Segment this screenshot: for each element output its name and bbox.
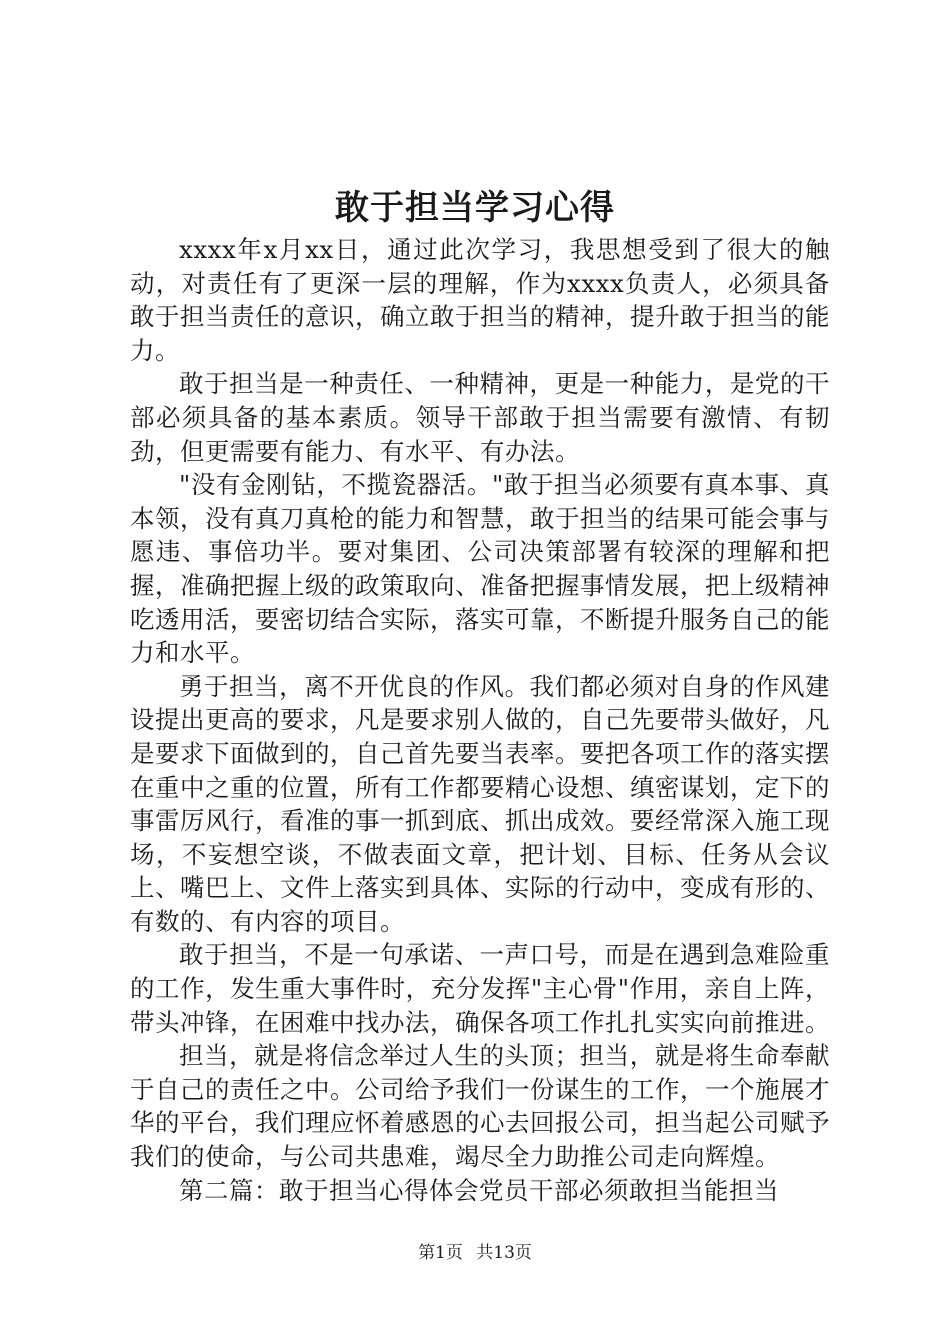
paragraph-5: 敢于担当，不是一句承诺、一声口号，而是在遇到急难险重的工作，发生重大事件时，充分发挥"主心骨"作用，亲自上阵，带头冲锋，在困难中找办法，确保各项工作扎扎实实向前推进。 <box>130 940 830 1037</box>
document-body <box>130 233 830 1207</box>
document-title: 敢于担当学习心得 <box>335 188 615 228</box>
paragraph-3: "没有金刚钻，不揽瓷器活。"敢于担当必须要有真本事、真本领，没有真刀真枪的能力和智慧，敢于担当的结果可能会事与愿违、事倍功半。要对集团、公司决策部署有较深的理解和把握，准确把握上级的政策取向、准备把握事情发展，把上级精神吃透用活，要密切结合实际，落实可靠，不断提升服务自己的能力和水平。 <box>130 470 830 668</box>
page-number: 第1页 <box>418 1243 463 1263</box>
section-heading-part-two: 第二篇：敢于担当心得体会党员干部必须敢担当能担当 <box>179 1175 779 1205</box>
page-footer <box>0 1241 950 1265</box>
paragraph-4: 勇于担当，离不开优良的作风。我们都必须对自身的作风建设提出更高的要求，凡是要求别人做的，自己先要带头做好，凡是要求下面做到的，自己首先要当表率。要把各项工作的落实摆在重中之重的位置，所有工作都要精心设想、缜密谋划，定下的事雷厉风行，看准的事一抓到底、抓出成效。要经常深入施工现场，不妄想空谈，不做表面文章，把计划、目标、任务从会议上、嘴巴上、文件上落实到具体、实际的行动中，变成有形的、有数的、有内容的项目。 <box>130 671 830 936</box>
paragraph-2: 敢于担当是一种责任、一种精神，更是一种能力，是党的干部必须具备的基本素质。领导干部敢于担当需要有激情、有韧劲，但更需要有能力、有水平、有办法。 <box>130 369 830 466</box>
paragraph-6: 担当，就是将信念举过人生的头顶；担当，就是将生命奉献于自己的责任之中。公司给予我们一份谋生的工作，一个施展才华的平台，我们理应怀着感恩的心去回报公司，担当起公司赋予我们的使命，与公司共患难，竭尽全力助推公司走向辉煌。 <box>130 1041 830 1172</box>
total-pages: 共13页 <box>476 1243 532 1263</box>
paragraph-1: xxxx年x月xx日，通过此次学习，我思想受到了很大的触动，对责任有了更深一层的理解，作为xxxx负责人，必须具备敢于担当责任的意识，确立敢于担当的精神，提升敢于担当的能力。 <box>130 235 830 365</box>
